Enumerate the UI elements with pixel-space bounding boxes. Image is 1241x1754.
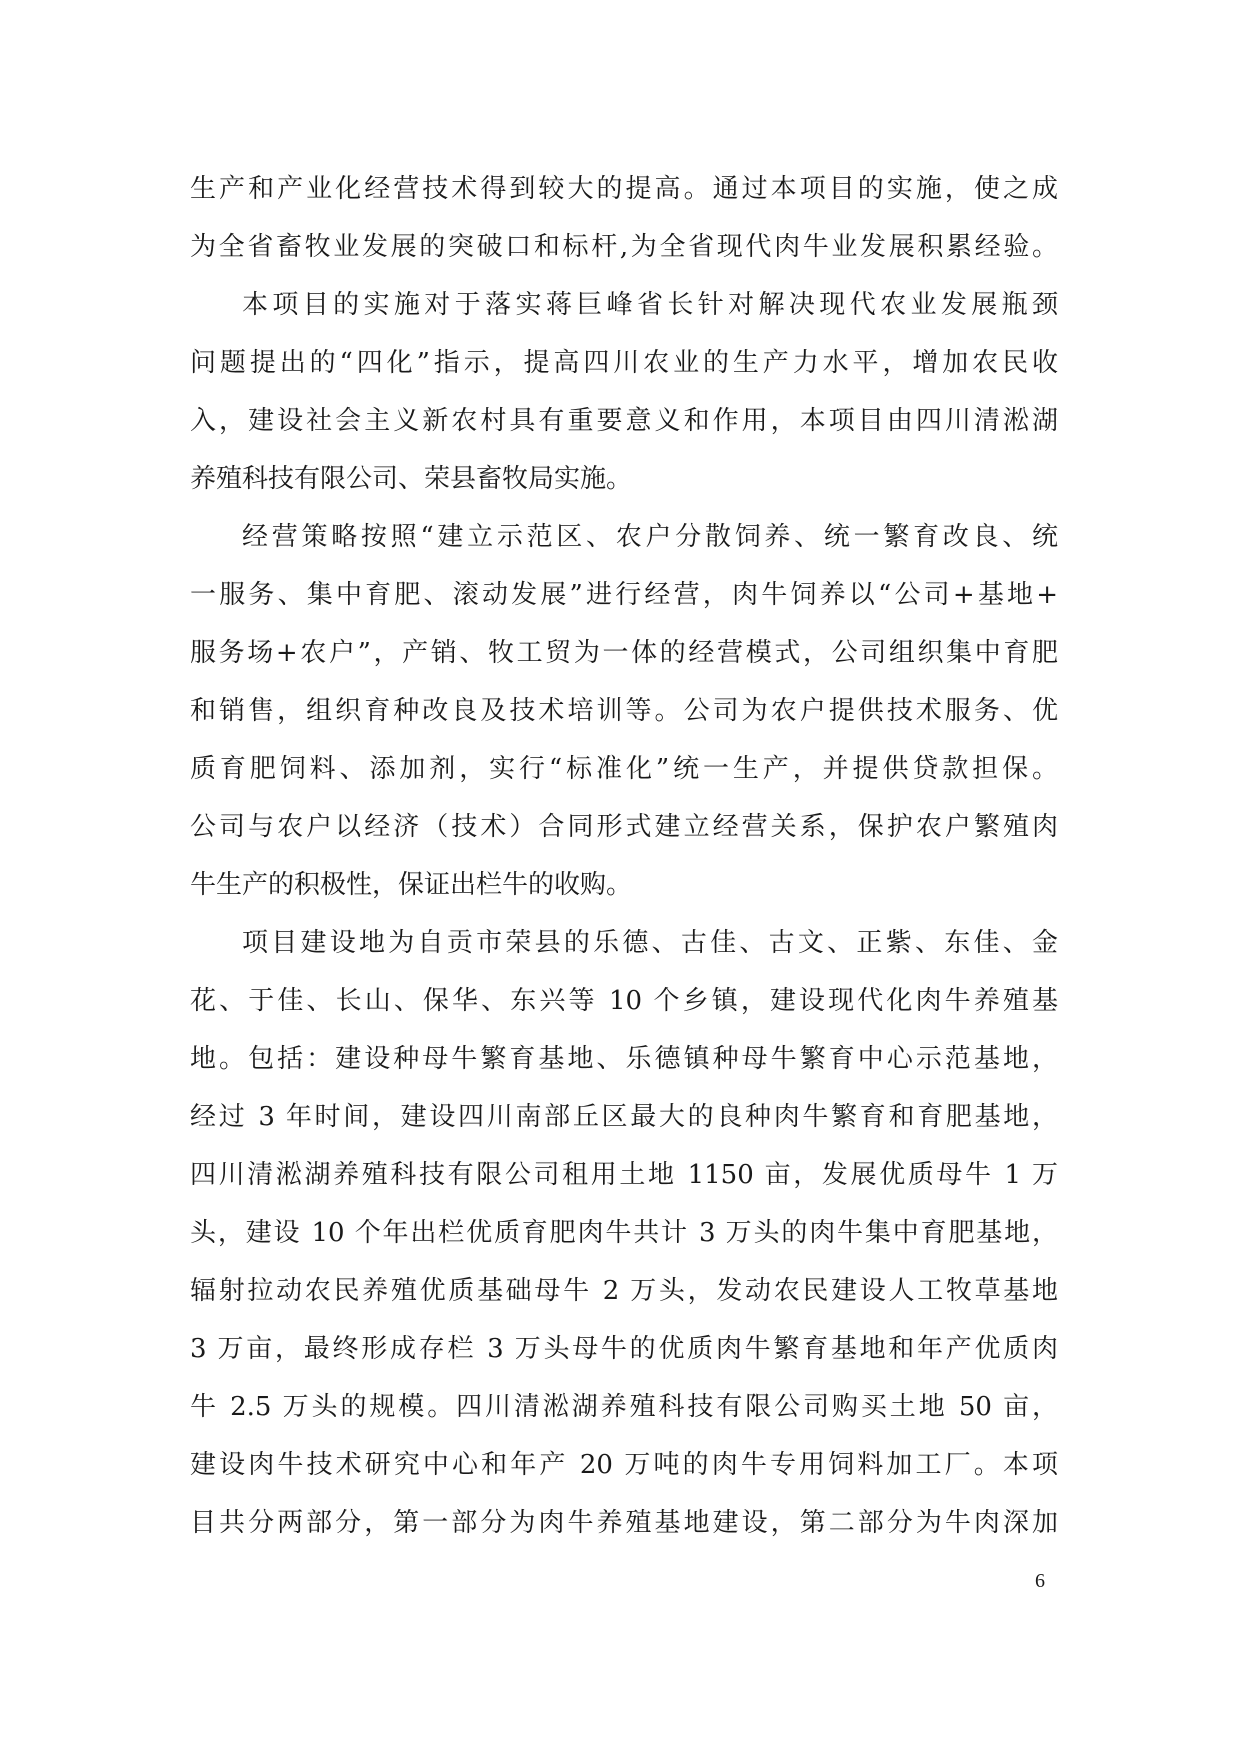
text-line: 项目建设地为自贡市荣县的乐德、古佳、古文、正紫、东佳、金 [242,928,1058,958]
text-line: 牛生产的积极性，保证出栏牛的收购。 [190,870,633,900]
text-line: 生产和产业化经营技术得到较大的提高。通过本项目的实施，使之成 [190,174,1058,204]
text-line: 建设肉牛技术研究中心和年产 20 万吨的肉牛专用饲料加工厂。本项 [190,1450,1058,1480]
text-line: 入，建设社会主义新农村具有重要意义和作用，本项目由四川清淞湖 [190,406,1058,436]
text-line: 花、于佳、长山、保华、东兴等 10 个乡镇，建设现代化肉牛养殖基 [190,986,1058,1016]
text-line: 头，建设 10 个年出栏优质育肥肉牛共计 3 万头的肉牛集中育肥基地， [190,1218,1058,1248]
text-line: 养殖科技有限公司、荣县畜牧局实施。 [190,464,633,494]
text-line: 四川清淞湖养殖科技有限公司租用土地 1150 亩，发展优质母牛 1 万 [190,1160,1058,1190]
text-line: 地。包括：建设种母牛繁育基地、乐德镇种母牛繁育中心示范基地， [190,1044,1058,1074]
text-line: 问题提出的“四化”指示，提高四川农业的生产力水平，增加农民收 [190,348,1058,378]
body-text [190,160,1058,1552]
text-line: 经营策略按照“建立示范区、农户分散饲养、统一繁育改良、统 [242,522,1058,552]
text-line: 辐射拉动农民养殖优质基础母牛 2 万头，发动农民建设人工牧草基地 [190,1276,1058,1306]
page-number: 6 [1035,1570,1045,1592]
text-line: 3 万亩，最终形成存栏 3 万头母牛的优质肉牛繁育基地和年产优质肉 [190,1334,1058,1364]
text-line: 一服务、集中育肥、滚动发展”进行经营，肉牛饲养以“公司+基地+ [190,580,1058,610]
text-line: 服务场+农户”，产销、牧工贸为一体的经营模式，公司组织集中育肥 [190,638,1058,668]
text-line: 质育肥饲料、添加剂，实行“标准化”统一生产，并提供贷款担保。 [190,754,1058,784]
text-line: 公司与农户以经济（技术）合同形式建立经营关系，保护农户繁殖肉 [190,812,1058,842]
text-line: 牛 2.5 万头的规模。四川清淞湖养殖科技有限公司购买土地 50 亩， [190,1392,1058,1422]
text-line: 和销售，组织育种改良及技术培训等。公司为农户提供技术服务、优 [190,696,1058,726]
text-line: 经过 3 年时间，建设四川南部丘区最大的良种肉牛繁育和育肥基地， [190,1102,1058,1132]
text-line: 本项目的实施对于落实蒋巨峰省长针对解决现代农业发展瓶颈 [242,290,1058,320]
text-line: 为全省畜牧业发展的突破口和标杆,为全省现代肉牛业发展积累经验。 [190,232,1058,262]
text-line: 目共分两部分，第一部分为肉牛养殖基地建设，第二部分为牛肉深加 [190,1508,1058,1538]
